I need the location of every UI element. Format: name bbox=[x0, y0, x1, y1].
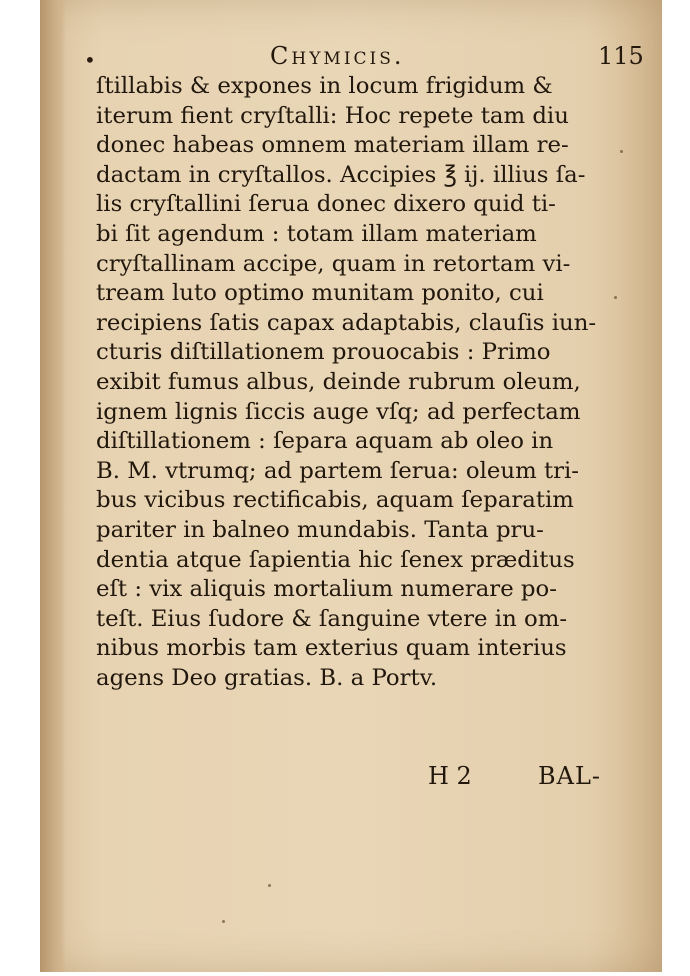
page-gutter bbox=[40, 0, 66, 972]
text-line: bi ſit agendum : totam illam materiam bbox=[96, 220, 537, 247]
text-line: B. M. vtrumq; ad partem ſerua: oleum tri- bbox=[96, 457, 579, 484]
ink-speck bbox=[222, 920, 225, 923]
text-line: exibit fumus albus, deinde rubrum oleum, bbox=[96, 368, 581, 395]
text-line: donec habeas omnem materiam illam re- bbox=[96, 132, 569, 159]
text-line: diſtillationem : ſepara aquam ab oleo in bbox=[96, 428, 554, 455]
signature-mark: H 2 bbox=[428, 762, 472, 790]
text-line: dactam in cryſtallos. Accipies ℥ ij. illius ſa- bbox=[96, 161, 586, 188]
text-line: teſt. Eius ſudore & ſanguine vtere in om- bbox=[96, 605, 568, 632]
text-line: lis cryſtallini ſerua donec dixero quid ti- bbox=[96, 191, 556, 218]
text-line: dentia atque ſapientia hic ſenex præditus bbox=[96, 546, 575, 573]
text-line: nibus morbis tam exterius quam interius bbox=[96, 635, 567, 662]
text-line: ignem lignis ſiccis auge vſq; ad perfectam bbox=[96, 398, 581, 425]
text-line: eſt : vix aliquis mortalium numerare po- bbox=[96, 576, 557, 603]
body-text bbox=[96, 72, 616, 693]
ink-speck bbox=[614, 296, 617, 299]
text-line: recipiens ſatis capax adaptabis, clauſis iun- bbox=[96, 309, 597, 336]
running-title: Chymicis. bbox=[270, 42, 405, 70]
ornament-dot: • bbox=[84, 48, 96, 72]
text-line: ſtillabis & expones in locum frigidum & bbox=[96, 73, 553, 99]
text-line: cryſtallinam accipe, quam in retortam vi- bbox=[96, 250, 571, 277]
text-line: iterum fient cryſtalli: Hoc repete tam diu bbox=[96, 102, 569, 129]
ink-speck bbox=[620, 150, 623, 153]
text-line: tream luto optimo munitam ponito, cui bbox=[96, 280, 544, 307]
text-line: pariter in balneo mundabis. Tanta pru- bbox=[96, 516, 544, 543]
text-line: cturis diſtillationem prouocabis : Primo bbox=[96, 339, 551, 366]
ink-speck bbox=[268, 884, 271, 887]
book-page bbox=[40, 0, 662, 972]
text-line: bus vicibus rectificabis, aquam ſeparatim bbox=[96, 487, 574, 514]
text-line: agens Deo gratias. B. a Portv. bbox=[96, 664, 438, 691]
page-number: 115 bbox=[598, 42, 644, 70]
catchword: BAL- bbox=[538, 762, 602, 790]
